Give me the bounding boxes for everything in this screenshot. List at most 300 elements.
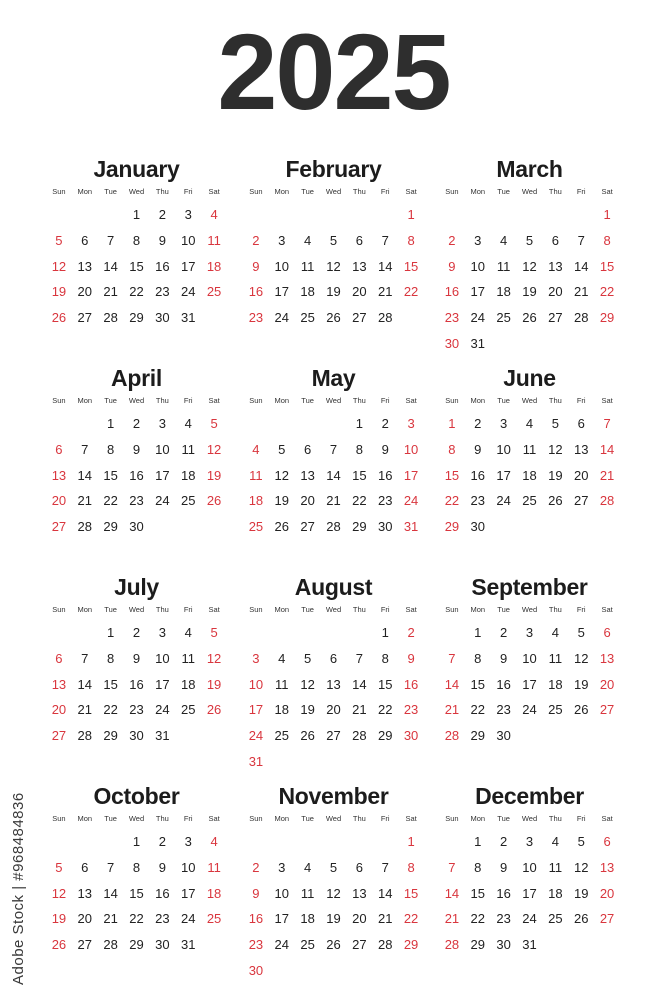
day-cell: 1 <box>474 834 482 849</box>
weekday-label: Mon <box>77 605 93 614</box>
day-cell: 6 <box>55 441 63 457</box>
day-cell: 29 <box>129 310 144 326</box>
day-cell: 16 <box>155 885 170 901</box>
month-march <box>439 155 620 357</box>
weekday-label: Tue <box>301 814 314 823</box>
day-cell: 8 <box>474 650 482 666</box>
day-cell: 1 <box>448 416 456 431</box>
day-cell: 16 <box>470 467 485 483</box>
day-cell: 15 <box>377 676 393 692</box>
weekday-label: Thu <box>155 187 169 196</box>
day-cell: 20 <box>326 702 341 718</box>
weekday-label: Thu <box>155 605 169 614</box>
day-cell: 3 <box>184 834 192 849</box>
day-cell: 20 <box>51 493 67 509</box>
month-name: May <box>311 365 356 391</box>
day-cell: 17 <box>403 467 419 483</box>
day-cell: 10 <box>248 676 264 692</box>
day-cell: 20 <box>573 467 589 483</box>
day-cell: 8 <box>132 232 141 248</box>
day-cell: 15 <box>403 258 419 274</box>
day-cell: 28 <box>352 728 367 744</box>
day-grid <box>439 829 620 958</box>
day-cell: 18 <box>180 467 196 483</box>
weekday-label: Fri <box>576 605 586 614</box>
day-cell: 27 <box>77 937 92 953</box>
day-cell: 10 <box>403 441 419 457</box>
day-cell: 5 <box>55 232 63 248</box>
day-cell: 2 <box>500 834 508 849</box>
day-cell: 10 <box>470 258 485 274</box>
day-cell: 18 <box>496 284 511 300</box>
weekday-label: Mon <box>470 814 486 823</box>
day-cell: 2 <box>158 207 166 222</box>
month-name: January <box>93 156 180 182</box>
day-cell: 5 <box>551 416 559 431</box>
day-cell: 28 <box>377 937 393 953</box>
day-grid <box>243 202 424 331</box>
day-grid <box>46 620 227 749</box>
weekday-label: Tue <box>104 814 117 823</box>
day-cell: 12 <box>206 650 222 666</box>
day-cell: 18 <box>206 258 222 274</box>
day-cell: 23 <box>248 937 264 953</box>
weekday-label: Sat <box>208 814 220 823</box>
day-cell: 23 <box>155 911 170 927</box>
day-cell: 24 <box>470 310 485 326</box>
day-cell: 23 <box>496 702 511 718</box>
day-cell: 16 <box>496 676 511 692</box>
day-cell: 5 <box>329 232 338 248</box>
day-cell: 28 <box>103 310 118 326</box>
day-grid <box>439 202 620 357</box>
day-cell: 21 <box>444 702 460 718</box>
day-cell: 9 <box>252 885 260 901</box>
day-cell: 24 <box>248 728 264 744</box>
day-cell: 3 <box>500 416 508 431</box>
day-cell: 31 <box>155 728 170 744</box>
day-cell: 11 <box>496 258 511 274</box>
day-cell: 25 <box>496 310 511 326</box>
weekday-label: Wed <box>128 605 145 614</box>
day-cell: 27 <box>51 728 67 744</box>
day-cell: 16 <box>377 467 393 483</box>
day-cell: 10 <box>274 885 289 901</box>
day-cell: 12 <box>274 467 289 483</box>
day-cell: 2 <box>500 625 508 640</box>
weekday-label: Fri <box>380 814 390 823</box>
day-cell: 28 <box>326 519 341 535</box>
month-name: August <box>294 574 373 600</box>
day-cell: 25 <box>522 493 537 509</box>
day-cell: 19 <box>522 284 537 300</box>
day-cell: 20 <box>599 676 615 692</box>
day-cell: 12 <box>548 441 563 457</box>
day-cell: 3 <box>525 625 534 640</box>
month-name: December <box>475 783 584 809</box>
day-cell: 19 <box>548 467 563 483</box>
weekday-label: Sun <box>445 814 459 823</box>
day-cell: 11 <box>300 258 315 274</box>
day-cell: 6 <box>55 650 63 666</box>
day-cell: 3 <box>184 207 192 222</box>
day-cell: 26 <box>573 702 589 718</box>
day-cell: 10 <box>155 441 170 457</box>
day-cell: 19 <box>326 911 341 927</box>
day-cell: 13 <box>599 650 615 666</box>
day-cell: 6 <box>329 650 338 666</box>
day-cell: 22 <box>129 284 144 300</box>
day-cell: 23 <box>444 310 460 326</box>
day-cell: 13 <box>352 885 367 901</box>
month-january <box>46 155 227 331</box>
weekday-label: Fri <box>576 814 586 823</box>
day-cell: 3 <box>474 232 482 248</box>
day-cell: 23 <box>496 911 511 927</box>
weekday-label: Wed <box>521 814 538 823</box>
weekday-label: Mon <box>470 187 486 196</box>
day-cell: 19 <box>573 885 589 901</box>
weekday-label: Tue <box>301 605 314 614</box>
day-cell: 1 <box>381 625 389 640</box>
weekday-label: Tue <box>497 814 510 823</box>
day-cell: 14 <box>573 258 589 274</box>
day-cell: 12 <box>326 885 341 901</box>
weekday-label: Sat <box>405 605 417 614</box>
day-cell: 21 <box>444 911 460 927</box>
weekday-label: Sun <box>445 396 459 405</box>
month-name: February <box>285 156 382 182</box>
weekday-header <box>243 185 424 199</box>
weekday-label: Fri <box>183 814 193 823</box>
day-cell: 13 <box>77 885 92 901</box>
day-cell: 2 <box>407 625 415 640</box>
month-name: July <box>114 574 159 600</box>
day-cell: 5 <box>577 834 585 849</box>
day-cell: 27 <box>326 728 341 744</box>
weekday-header <box>46 812 227 826</box>
day-cell: 14 <box>444 885 460 901</box>
day-cell: 31 <box>248 753 264 769</box>
day-cell: 19 <box>206 676 222 692</box>
day-cell: 2 <box>448 232 456 248</box>
day-cell: 7 <box>329 441 338 457</box>
weekday-label: Tue <box>497 187 510 196</box>
day-cell: 29 <box>470 937 485 953</box>
day-grid <box>243 620 424 775</box>
weekday-header <box>439 812 620 826</box>
day-cell: 17 <box>155 676 170 692</box>
day-cell: 30 <box>470 519 485 535</box>
day-cell: 4 <box>210 834 218 849</box>
weekday-label: Fri <box>380 187 390 196</box>
day-cell: 9 <box>407 650 415 666</box>
day-cell: 19 <box>326 284 341 300</box>
day-cell: 28 <box>444 728 460 744</box>
day-cell: 15 <box>129 885 144 901</box>
day-cell: 8 <box>407 859 415 875</box>
day-cell: 8 <box>448 441 456 457</box>
weekday-label: Mon <box>77 396 93 405</box>
month-april <box>46 364 227 540</box>
day-cell: 9 <box>132 441 141 457</box>
day-cell: 3 <box>252 650 260 666</box>
weekday-label: Wed <box>521 187 538 196</box>
day-cell: 2 <box>381 416 389 431</box>
day-cell: 29 <box>444 519 460 535</box>
day-cell: 30 <box>248 962 264 978</box>
day-cell: 25 <box>180 493 196 509</box>
day-cell: 14 <box>377 258 393 274</box>
day-cell: 16 <box>403 676 419 692</box>
day-cell: 10 <box>180 232 196 248</box>
day-cell: 21 <box>326 493 341 509</box>
day-cell: 20 <box>77 284 92 300</box>
weekday-label: Tue <box>104 187 117 196</box>
day-cell: 25 <box>206 911 222 927</box>
weekday-label: Sun <box>52 396 66 405</box>
day-cell: 28 <box>599 493 615 509</box>
day-cell: 8 <box>132 859 141 875</box>
day-cell: 25 <box>300 310 315 326</box>
day-cell: 15 <box>470 885 485 901</box>
day-cell: 26 <box>300 728 315 744</box>
day-cell: 5 <box>304 650 312 666</box>
weekday-label: Tue <box>497 396 510 405</box>
day-cell: 8 <box>474 859 482 875</box>
weekday-label: Fri <box>380 396 390 405</box>
day-cell: 10 <box>496 441 511 457</box>
day-cell: 10 <box>274 258 289 274</box>
day-cell: 9 <box>132 650 141 666</box>
day-cell: 30 <box>377 519 393 535</box>
day-cell: 20 <box>599 885 615 901</box>
day-cell: 5 <box>210 625 218 640</box>
weekday-label: Mon <box>77 814 93 823</box>
weekday-label: Thu <box>352 396 366 405</box>
day-cell: 29 <box>103 728 118 744</box>
weekday-label: Thu <box>352 605 366 614</box>
day-cell: 18 <box>548 676 563 692</box>
day-cell: 22 <box>103 493 118 509</box>
day-cell: 24 <box>274 937 289 953</box>
day-cell: 15 <box>444 467 460 483</box>
day-cell: 24 <box>496 493 511 509</box>
day-cell: 29 <box>403 937 419 953</box>
day-cell: 15 <box>103 467 118 483</box>
day-cell: 30 <box>444 335 460 351</box>
day-cell: 22 <box>599 284 615 300</box>
day-cell: 2 <box>132 625 141 640</box>
day-cell: 23 <box>248 310 264 326</box>
day-cell: 15 <box>470 676 485 692</box>
weekday-label: Fri <box>183 187 193 196</box>
day-cell: 28 <box>444 937 460 953</box>
weekday-label: Thu <box>548 396 562 405</box>
weekday-label: Wed <box>128 814 145 823</box>
weekday-label: Thu <box>352 187 366 196</box>
weekday-label: Wed <box>521 605 538 614</box>
weekday-header <box>439 394 620 408</box>
day-cell: 20 <box>77 911 92 927</box>
day-grid <box>46 829 227 958</box>
day-cell: 7 <box>577 232 585 248</box>
weekday-label: Thu <box>155 396 169 405</box>
day-cell: 22 <box>129 911 144 927</box>
weekday-label: Sat <box>601 605 613 614</box>
day-cell: 3 <box>158 416 166 431</box>
day-cell: 14 <box>352 676 367 692</box>
day-cell: 24 <box>403 493 419 509</box>
day-cell: 25 <box>274 728 289 744</box>
day-cell: 10 <box>155 650 170 666</box>
weekday-label: Mon <box>274 605 290 614</box>
day-cell: 4 <box>525 416 534 431</box>
month-october <box>46 782 227 958</box>
month-name: June <box>503 365 556 391</box>
weekday-label: Sat <box>601 396 613 405</box>
day-cell: 2 <box>132 416 141 431</box>
weekday-label: Tue <box>104 396 117 405</box>
day-cell: 10 <box>180 859 196 875</box>
day-cell: 27 <box>548 310 563 326</box>
day-cell: 5 <box>278 441 286 457</box>
weekday-label: Mon <box>274 187 290 196</box>
day-cell: 21 <box>352 702 367 718</box>
day-cell: 20 <box>548 284 563 300</box>
weekday-label: Wed <box>325 187 342 196</box>
weekday-label: Sun <box>445 605 459 614</box>
day-cell: 9 <box>474 441 482 457</box>
day-grid <box>243 411 424 540</box>
weekday-header <box>46 603 227 617</box>
day-cell: 25 <box>248 519 264 535</box>
day-cell: 13 <box>51 467 67 483</box>
day-cell: 20 <box>300 493 315 509</box>
weekday-header <box>243 812 424 826</box>
day-cell: 29 <box>352 519 367 535</box>
day-cell: 20 <box>352 284 367 300</box>
day-cell: 9 <box>381 441 389 457</box>
day-cell: 31 <box>470 335 485 351</box>
day-cell: 3 <box>278 232 286 248</box>
day-cell: 12 <box>522 258 537 274</box>
day-cell: 27 <box>573 493 589 509</box>
day-cell: 4 <box>551 625 559 640</box>
day-cell: 20 <box>352 911 367 927</box>
weekday-label: Mon <box>274 396 290 405</box>
day-cell: 11 <box>300 885 315 901</box>
month-june <box>439 364 620 540</box>
day-cell: 17 <box>180 885 196 901</box>
weekday-label: Sun <box>52 814 66 823</box>
day-cell: 14 <box>77 676 92 692</box>
day-cell: 1 <box>107 625 115 640</box>
day-cell: 21 <box>77 702 92 718</box>
day-grid <box>243 829 424 984</box>
day-grid <box>46 202 227 331</box>
day-cell: 7 <box>81 441 89 457</box>
day-cell: 3 <box>158 625 166 640</box>
day-cell: 9 <box>158 859 166 875</box>
day-cell: 9 <box>500 859 508 875</box>
weekday-label: Sun <box>52 605 66 614</box>
day-cell: 27 <box>599 911 615 927</box>
day-cell: 12 <box>206 441 222 457</box>
day-cell: 24 <box>180 911 196 927</box>
day-cell: 30 <box>496 728 511 744</box>
day-cell: 19 <box>573 676 589 692</box>
day-cell: 17 <box>274 284 289 300</box>
stock-watermark: Adobe Stock | #968484836 <box>10 792 27 985</box>
day-cell: 7 <box>107 859 115 875</box>
day-cell: 13 <box>300 467 315 483</box>
day-cell: 17 <box>496 467 511 483</box>
day-cell: 30 <box>155 310 170 326</box>
day-cell: 24 <box>522 702 537 718</box>
weekday-header <box>46 185 227 199</box>
day-cell: 17 <box>155 467 170 483</box>
weekday-label: Thu <box>548 814 562 823</box>
weekday-label: Fri <box>183 605 193 614</box>
day-cell: 13 <box>51 676 67 692</box>
weekday-label: Tue <box>104 605 117 614</box>
day-cell: 14 <box>599 441 615 457</box>
weekday-label: Sun <box>445 187 459 196</box>
month-name: March <box>496 156 563 182</box>
day-cell: 6 <box>81 859 89 875</box>
day-cell: 15 <box>403 885 419 901</box>
day-cell: 22 <box>103 702 118 718</box>
day-cell: 7 <box>355 650 363 666</box>
day-cell: 11 <box>181 441 195 457</box>
weekday-label: Tue <box>301 396 314 405</box>
day-cell: 23 <box>377 493 393 509</box>
day-cell: 26 <box>51 937 67 953</box>
day-cell: 12 <box>51 258 67 274</box>
day-cell: 4 <box>278 650 286 666</box>
day-cell: 26 <box>573 911 589 927</box>
day-cell: 12 <box>51 885 67 901</box>
day-cell: 18 <box>522 467 537 483</box>
day-cell: 31 <box>180 310 196 326</box>
day-cell: 11 <box>249 467 263 483</box>
day-cell: 23 <box>403 702 419 718</box>
day-grid <box>46 411 227 540</box>
day-cell: 14 <box>444 676 460 692</box>
day-cell: 9 <box>158 232 166 248</box>
day-cell: 21 <box>103 284 118 300</box>
day-cell: 17 <box>180 258 196 274</box>
day-cell: 23 <box>470 493 485 509</box>
day-cell: 22 <box>403 911 419 927</box>
weekday-label: Fri <box>183 396 193 405</box>
day-cell: 28 <box>77 519 92 535</box>
day-cell: 23 <box>155 284 170 300</box>
weekday-label: Wed <box>128 187 145 196</box>
day-cell: 11 <box>207 232 221 248</box>
weekday-label: Thu <box>548 605 562 614</box>
day-cell: 10 <box>522 650 537 666</box>
month-december <box>439 782 620 958</box>
weekday-label: Sun <box>249 814 263 823</box>
day-cell: 7 <box>81 650 89 666</box>
weekday-header <box>439 185 620 199</box>
day-cell: 7 <box>448 650 456 666</box>
day-cell: 5 <box>329 859 338 875</box>
day-cell: 7 <box>448 859 456 875</box>
day-grid <box>439 411 620 540</box>
